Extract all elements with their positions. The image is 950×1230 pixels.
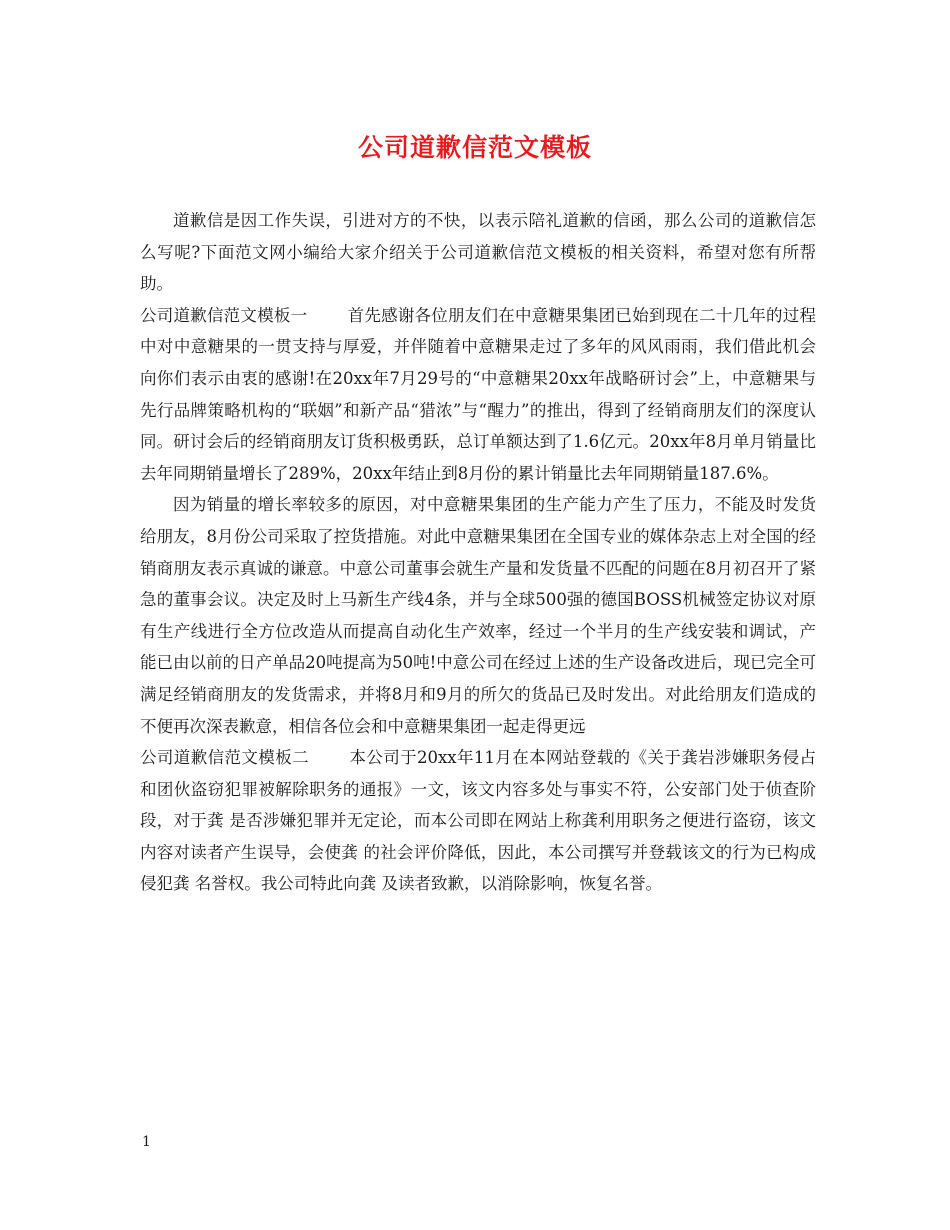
intro-paragraph: 道歉信是因工作失误，引进对方的不快，以表示陪礼道歉的信函，那么公司的道歉信怎么写呢?下面范文网小编给大家介绍关于公司道歉信范文模板的相关资料，希望对您有所帮助。: [140, 211, 816, 294]
template-two-paragraph-1: 本公司于20xx年11月在本网站登载的《关于龚岩涉嫌职务侵占和团伙盗窃犯罪被解除职务的通报》一文，该文内容多处与事实不符，公安部门处于侦查阶段，对于龚 是否涉嫌犯罪并无定论，而本公司即在网站上称龚利用职务之便进行盗窃，该文内容对读者产生误导，会使龚 的社会评价降低，因此，本公司撰写并登载该文的行为已构成侵犯龚 名誉权。我公司特此向龚 及读者致歉，以消除影响，恢复名誉。: [140, 748, 816, 894]
template-two-heading: 公司道歉信范文模板二: [140, 748, 309, 768]
document-title: 公司道歉信范文模板: [357, 133, 592, 162]
template-one-paragraph-1: 首先感谢各位朋友们在中意糖果集团已始到现在二十几年的过程中对中意糖果的一贯支持与厚爱，并伴随着中意糖果走过了多年的风风雨雨，我们借此机会向你们表示由衷的感谢!在20xx年7月29号的“中意糖果20xx年战略研讨会”上，中意糖果与先行品牌策略机构的“联姻”和新产品“猎浓”与“醒力”的推出，得到了经销商朋友们的深度认同。研讨会后的经销商朋友订货积极勇跃，总订单额达到了1.6亿元。20xx年8月单月销量比去年同期销量增长了289%，20xx年结止到8月份的累计销量比去年同期销量187.6%。: [140, 305, 817, 483]
template-one-heading: 公司道歉信范文模板一: [140, 305, 308, 325]
page-number: 1: [142, 1134, 151, 1150]
template-one-paragraph-2: 因为销量的增长率较多的原因，对中意糖果集团的生产能力产生了压力，不能及时发货给朋友，8月份公司采取了控货措施。对此中意糖果集团在全国专业的媒体杂志上对全国的经销商朋友表示真诚的谦意。中意公司董事会就生产量和发货量不匹配的问题在8月初召开了紧急的董事会议。决定及时上马新生产线4条，并与全球500强的德国BOSS机械签定协议对原有生产线进行全方位改造从而提高自动化生产效率，经过一个半月的生产线安装和调试，产能已由以前的日产单品20吨提高为50吨!中意公司在经过上述的生产设备改进后，现已完全可满足经销商朋友的发货需求，并将8月和9月的所欠的货品已及时发出。对此给朋友们造成的不便再次深表歉意，相信各位会和中意糖果集团一起走得更远: [140, 495, 816, 736]
template-two-section: [140, 742, 816, 900]
document-body: [140, 205, 816, 900]
template-one-section: [140, 300, 816, 490]
